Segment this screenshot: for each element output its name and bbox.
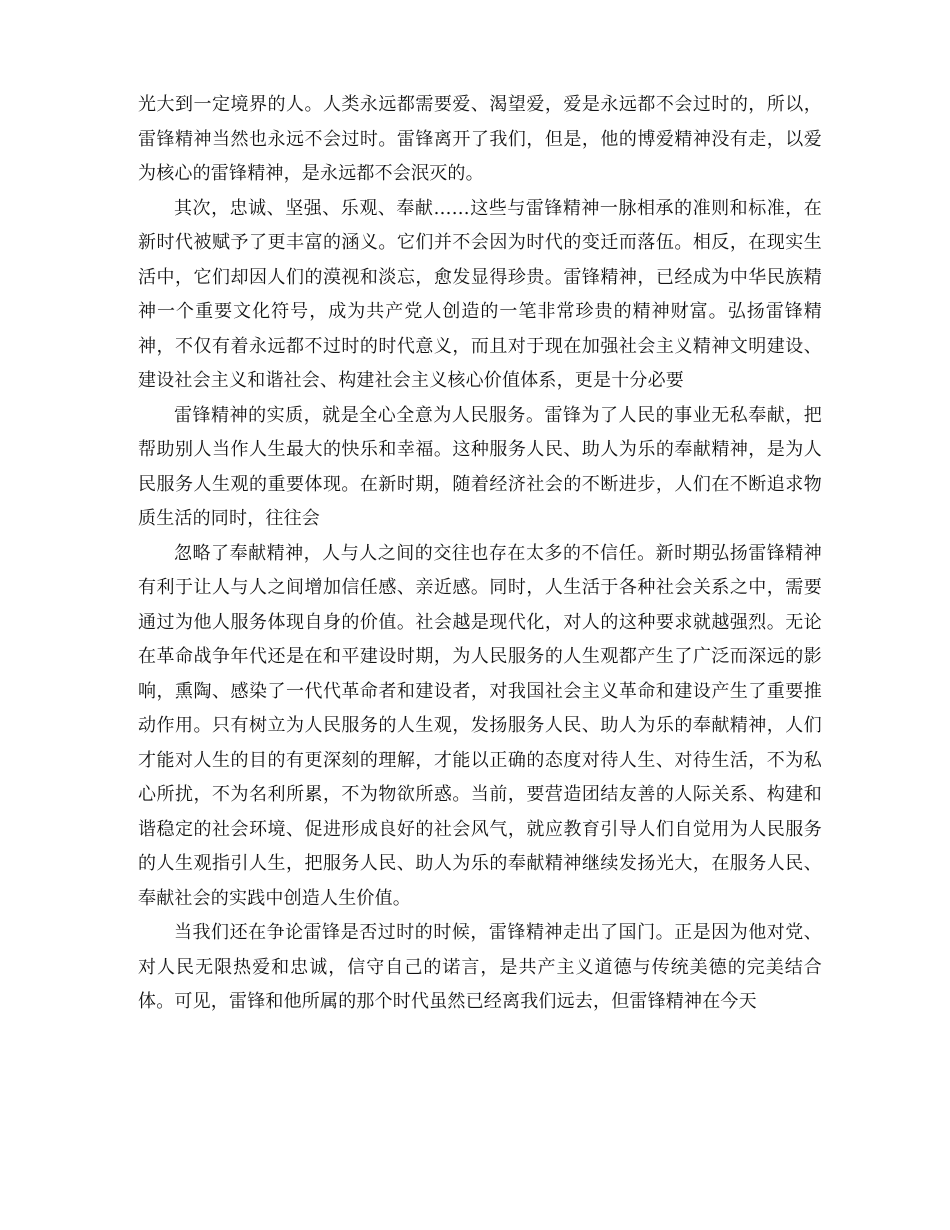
paragraph-1: 光大到一定境界的人。人类永远都需要爱、渴望爱，爱是永远都不会过时的，所以，雷锋精神当然也永远不会过时。雷锋离开了我们，但是，他的博爱精神没有走，以爱为核心的雷锋精神，是永远都不会泯灭的。 <box>138 94 822 184</box>
paragraph-5: 当我们还在争论雷锋是否过时的时候，雷锋精神走出了国门。正是因为他对党、对人民无限热爱和忠诚，信守自己的诺言，是共产主义道德与传统美德的完美结合体。可见，雷锋和他所属的那个时代虽然已经离我们远去，但雷锋精神在今天 <box>138 922 822 1012</box>
paragraph-2: 其次，忠诚、坚强、乐观、奉献……这些与雷锋精神一脉相承的准则和标准，在新时代被赋予了更丰富的涵义。它们并不会因为时代的变迁而落伍。相反，在现实生活中，它们却因人们的漠视和淡忘，愈发显得珍贵。雷锋精神，已经成为中华民族精神一个重要文化符号，成为共产党人创造的一笔非常珍贵的精神财富。弘扬雷锋精神，不仅有着永远都不过时的时代意义，而且对于现在加强社会主义精神文明建设、建设社会主义和谐社会、构建社会主义核心价值体系，更是十分必要 <box>138 197 822 391</box>
paragraph-4: 忽略了奉献精神，人与人之间的交往也存在太多的不信任。新时期弘扬雷锋精神有利于让人与人之间增加信任感、亲近感。同时，人生活于各种社会关系之中，需要通过为他人服务体现自身的价值。社会越是现代化，对人的这种要求就越强烈。无论在革命战争年代还是在和平建设时期，为人民服务的人生观都产生了广泛而深远的影响，熏陶、感染了一代代革命者和建设者，对我国社会主义革命和建设产生了重要推动作用。只有树立为人民服务的人生观，发扬服务人民、助人为乐的奉献精神，人们才能对人生的目的有更深刻的理解，才能以正确的态度对待人生、对待生活，不为私心所扰，不为名利所累，不为物欲所惑。当前，要营造团结友善的人际关系、构建和谐稳定的社会环境、促进形成良好的社会风气，就应教育引导人们自觉用为人民服务的人生观指引人生，把服务人民、助人为乐的奉献精神继续发扬光大，在服务人民、奉献社会的实践中创造人生价值。 <box>138 542 822 909</box>
paragraph-3: 雷锋精神的实质，就是全心全意为人民服务。雷锋为了人民的事业无私奉献，把帮助别人当作人生最大的快乐和幸福。这种服务人民、助人为乐的奉献精神，是为人民服务人生观的重要体现。在新时期，随着经济社会的不断进步，人们在不断追求物质生活的同时，往往会 <box>138 404 822 529</box>
document-page <box>138 88 822 1020</box>
